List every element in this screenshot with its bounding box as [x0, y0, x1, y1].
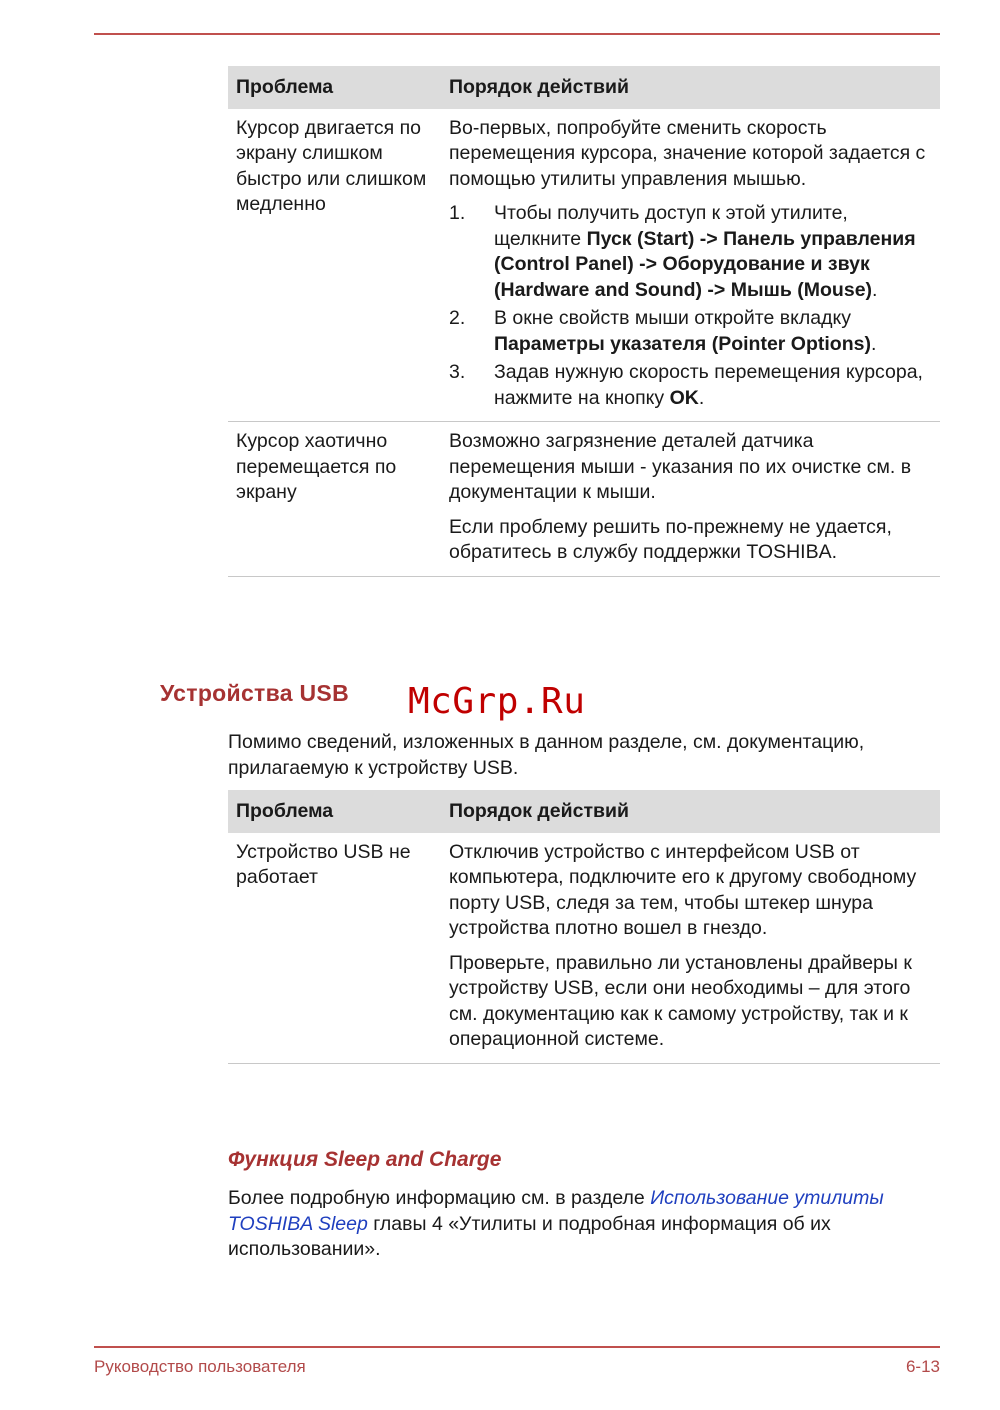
step-end: .: [698, 386, 705, 409]
table-header-row: [228, 66, 940, 109]
action-cell: [441, 833, 940, 1064]
header-action: Порядок действий: [441, 790, 940, 833]
subsection-title: Функция Sleep and Charge: [228, 1148, 502, 1171]
section-intro: Помимо сведений, изложенных в данном разделе, см. документацию, прилагаемую к устройству USB.: [228, 731, 865, 779]
step-text: В окне свойств мыши откройте вкладку: [494, 307, 851, 329]
header-problem: Проблема: [228, 790, 441, 833]
step-button-name: OK: [669, 386, 699, 409]
step-path: Пуск (Start) -> Панель управления (Control Panel) -> Оборудование и звук (Hardware and Sound) -> Мышь (Mouse): [494, 227, 916, 301]
step-text: Чтобы получить доступ к этой утилите, щелкните: [494, 202, 848, 250]
problem-cell: Устройство USB не работает: [228, 833, 441, 1064]
problem-cell: Курсор хаотично перемещается по экрану: [228, 422, 441, 577]
troubleshoot-table-usb: [228, 790, 940, 1064]
footer-title: Руководство пользователя: [94, 1357, 306, 1376]
table-row: [228, 833, 940, 1064]
subsection-text-post: главы 4 «Утилиты и подробная информация об их использовании».: [228, 1212, 831, 1260]
footer-rule: [94, 1346, 940, 1348]
problem-cell: Курсор двигается по экрану слишком быстро или слишком медленно: [228, 109, 441, 422]
watermark: McGrp.Ru: [408, 681, 586, 722]
step-tab-name: Параметры указателя (Pointer Options): [494, 332, 871, 355]
troubleshoot-table-mouse: [228, 66, 940, 577]
header-rule: [94, 33, 940, 35]
action-intro: Во-первых, попробуйте сменить скорость перемещения курсора, значение которой задается с помощью утилиты управления мышью.: [449, 116, 926, 190]
step-text: Задав нужную скорость перемещения курсора, нажмите на кнопку: [494, 361, 923, 409]
table-row: [228, 109, 940, 422]
subsection-text: [228, 1186, 940, 1263]
action-paragraph: Если проблему решить по-прежнему не удается, обратитесь в службу поддержки TOSHIBA.: [449, 515, 892, 563]
cross-reference-link[interactable]: Использование утилиты TOSHIBA Sleep: [228, 1187, 884, 1235]
page-number: 6-13: [905, 1357, 940, 1376]
section-title: Устройства USB: [160, 680, 349, 706]
table-row: [228, 422, 940, 577]
action-paragraph: Отключив устройство с интерфейсом USB от компьютера, подключите его к другому свободному порту USB, следя за тем, чтобы штекер шнура устройства плотно вошел в гнездо.: [449, 840, 917, 939]
header-action: Порядок действий: [441, 66, 940, 109]
step-number: 2.: [449, 307, 466, 329]
action-paragraph: Возможно загрязнение деталей датчика перемещения мыши - указания по их очистке см. в документации к мыши.: [449, 430, 912, 503]
subsection-text-pre: Более подробную информацию см. в разделе: [228, 1187, 651, 1209]
action-paragraph: Проверьте, правильно ли установлены драйверы к устройству USB, если они необходимы – для этого см. документацию как к самому устройству, так и к операционной системе.: [449, 951, 912, 1050]
step-number: 3.: [449, 361, 466, 383]
step-end: .: [870, 332, 877, 355]
step-end: .: [872, 278, 878, 301]
list-item: [449, 360, 932, 411]
header-problem: Проблема: [228, 66, 441, 109]
table-header-row: [228, 790, 940, 833]
steps-list: [449, 201, 932, 411]
action-cell: [441, 109, 940, 422]
step-number: 1.: [449, 202, 466, 224]
list-item: [449, 306, 932, 357]
action-cell: [441, 422, 940, 577]
list-item: [449, 201, 932, 303]
